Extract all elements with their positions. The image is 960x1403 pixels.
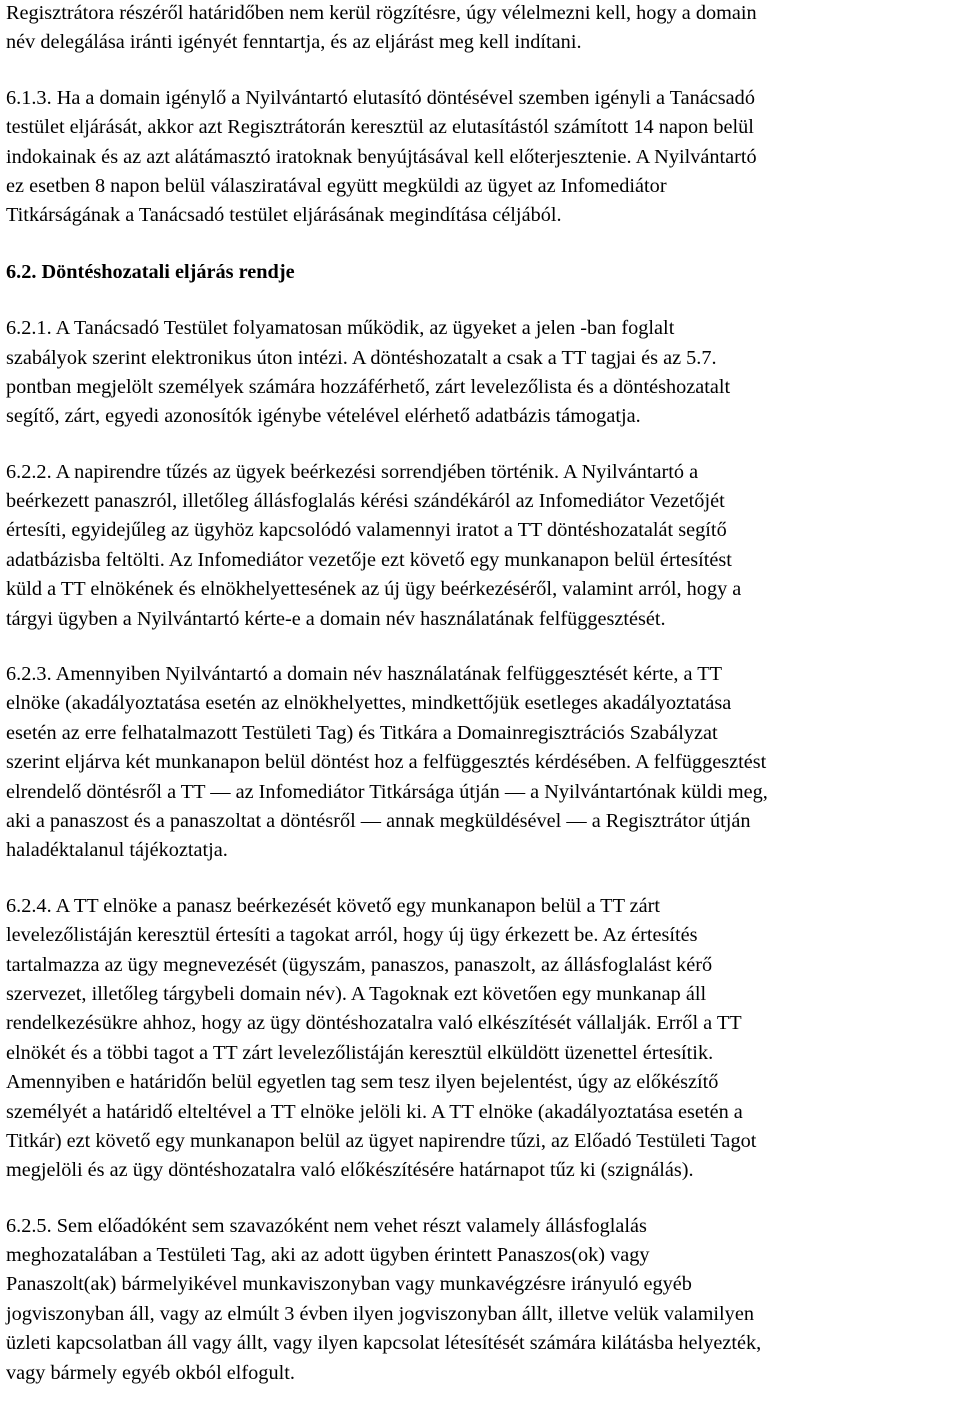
text-line: Panaszolt(ak) bármelyikével munkaviszonyban vagy munkavégzésre irányuló egyéb [6,1273,692,1296]
text-line: szervezet, illetőleg tárgybeli domain név). A Tagoknak ezt követően egy munkanap áll [6,982,707,1005]
text-line: Regisztrátora részéről határidőben nem kerül rögzítésre, úgy vélelmezni kell, hogy a domain [6,2,757,24]
text-line: ez esetben 8 napon belül válasziratával együtt megküldi az ügyet az Infomediátor [6,174,667,197]
text-line: 6.2.4. A TT elnöke a panasz beérkezését követő egy munkanapon belül a TT zárt [6,894,661,917]
paragraph-6-2-3 [6,660,960,866]
text-line: haladéktalanul tájékoztatja. [6,839,228,862]
text-line: 6.2.5. Sem előadóként sem szavazóként nem vehet részt valamely állásfoglalás [6,1214,647,1237]
text-line: jogviszonyban áll, vagy az elmúlt 3 évben ilyen jogviszonyban állt, illetve velük valamilyen [6,1302,754,1325]
text-line: adatbázisba feltölti. Az Infomediátor vezetője ezt követő egy munkanapon belül értesítést [6,548,732,571]
text-line: üzleti kapcsolatban áll vagy állt, vagy ilyen kapcsolat létesítését számára kilátásba helyezték, [6,1332,762,1355]
section-heading-6-2 [6,258,960,287]
text-line: rendelkezésükre ahhoz, hogy az ügy döntéshozatalra való elkészítését vállalják. Erről a TT [6,1012,742,1035]
text-line: meghozatalában a Testületi Tag, aki az adott ügyben érintett Panaszos(ok) vagy [6,1244,650,1267]
text-line: megjelöli és az ügy döntéshozatalra való előkészítésére határnapot tűz ki (szignálás). [6,1159,694,1182]
text-line: tartalmazza az ügy megnevezését (ügyszám, panaszos, panaszolt, az állásfoglalást kérő [6,953,713,976]
document-page [6,0,960,1388]
text-line: esetén az erre felhatalmazott Testületi Tag) és Titkára a Domainregisztrációs Szabályzat [6,721,718,744]
paragraph-6-2-2 [6,458,960,634]
text-line: 6.2.1. A Tanácsadó Testület folyamatosan működik, az ügyeket a jelen -ban foglalt [6,317,675,340]
text-line: szabályok szerint elektronikus úton intézi. A döntéshozatalt a csak a TT tagjai és az 5.7. [6,346,717,369]
text-line: 6.2.3. Amennyiben Nyilvántartó a domain név használatának felfüggesztését kérte, a TT [6,663,722,686]
text-line: segítő, zárt, egyedi azonosítók igénybe vételével elérhető adatbázis támogatja. [6,405,641,428]
text-line: Titkár) ezt követő egy munkanapon belül az ügyet napirendre tűzi, az Előadó Testületi Tagot [6,1129,757,1152]
section-heading: 6.2. Döntéshozatali eljárás rendje [6,260,295,283]
text-line: név delegálása iránti igényét fenntartja, és az eljárást meg kell indítani. [6,31,582,54]
paragraph-6-2-5 [6,1212,960,1388]
text-line: vagy bármely egyéb okból elfogult. [6,1361,295,1384]
text-line: küld a TT elnökének és elnökhelyettesének az új ügy beérkezéséről, valamint arról, hogy a [6,578,742,601]
paragraph-continuation [6,0,960,58]
text-line: 6.1.3. Ha a domain igénylő a Nyilvántartó elutasító döntésével szemben igényli a Tanácsadó [6,86,755,109]
text-line: 6.2.2. A napirendre tűzés az ügyek beérkezési sorrendjében történik. A Nyilvántartó a [6,460,699,483]
text-line: Titkárságának a Tanácsadó testület eljárásának megindítása céljából. [6,204,562,227]
text-line: szerint eljárva két munkanapon belül döntést hoz a felfüggesztés kérdésében. A felfüggesztést [6,751,767,774]
text-line: beérkezett panaszról, illetőleg állásfoglalás kérési szándékáról az Infomediátor Vezetőjét [6,490,725,513]
text-line: pontban megjelölt személyek számára hozzáférhető, zárt levelezőlista és a döntéshozatalt [6,375,731,398]
text-line: értesíti, egyidejűleg az ügyhöz kapcsolódó valamennyi iratot a TT döntéshozatalát segítő [6,519,727,542]
text-line: aki a panaszost és a panaszoltat a döntésről — annak megküldésével — a Regisztrátor útján [6,809,751,832]
paragraph-6-1-3 [6,84,960,231]
text-line: tárgyi ügyben a Nyilvántartó kérte-e a domain név használatának felfüggesztését. [6,607,666,630]
paragraph-6-2-4 [6,892,960,1186]
text-line: személyét a határidő elteltével a TT elnöke jelöli ki. A TT elnöke (akadályoztatása esetén a [6,1100,743,1123]
text-line: Amennyiben e határidőn belül egyetlen tag sem tesz ilyen bejelentést, úgy az előkészítő [6,1071,719,1094]
text-line: levelezőlistáján keresztül értesíti a tagokat arról, hogy új ügy érkezett be. Az értesítés [6,924,698,947]
text-line: indokainak és az azt alátámasztó iratoknak benyújtásával kell előterjesztenie. A Nyilvántartó [6,145,757,168]
text-line: elnöke (akadályoztatása esetén az elnökhelyettes, mindkettőjük esetleges akadályoztatása [6,692,732,715]
paragraph-6-2-1 [6,314,960,432]
text-line: elnökét és a többi tagot a TT zárt levelezőlistáján keresztül elküldött üzenettel értesítik. [6,1041,714,1064]
text-line: elrendelő döntésről a TT — az Infomediátor Titkársága útján — a Nyilvántartónak küldi meg, [6,780,768,803]
text-line: testület eljárását, akkor azt Regisztrátorán keresztül az elutasítástól számított 14 napon belül [6,116,754,139]
